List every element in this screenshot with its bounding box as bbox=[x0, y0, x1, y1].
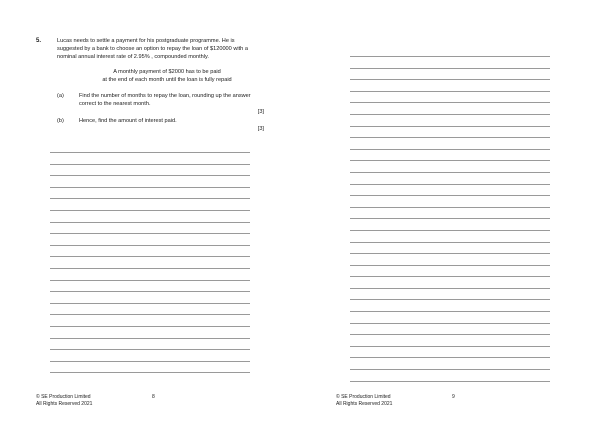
answer-line[interactable] bbox=[50, 188, 250, 200]
answer-line[interactable] bbox=[50, 223, 250, 235]
part-a-line: correct to the nearest month. bbox=[79, 101, 151, 107]
answer-line[interactable] bbox=[350, 347, 550, 359]
page-number: 9 bbox=[452, 394, 455, 400]
answer-line[interactable] bbox=[350, 358, 550, 370]
answer-line[interactable] bbox=[50, 199, 250, 211]
answer-line[interactable] bbox=[350, 254, 550, 266]
answer-line[interactable] bbox=[350, 266, 550, 278]
answer-line[interactable] bbox=[350, 150, 550, 162]
answer-line[interactable] bbox=[50, 165, 250, 177]
answer-line[interactable] bbox=[350, 115, 550, 127]
answer-line[interactable] bbox=[50, 339, 250, 351]
answer-line[interactable] bbox=[350, 208, 550, 220]
answer-line[interactable] bbox=[350, 92, 550, 104]
answer-line[interactable] bbox=[350, 69, 550, 81]
answer-line[interactable] bbox=[50, 292, 250, 304]
answer-line[interactable] bbox=[50, 315, 250, 327]
answer-line[interactable] bbox=[50, 281, 250, 293]
payment-condition bbox=[57, 68, 277, 84]
answer-line[interactable] bbox=[350, 231, 550, 243]
answer-line[interactable] bbox=[350, 173, 550, 185]
question-stem bbox=[57, 37, 277, 61]
answer-line[interactable] bbox=[50, 362, 250, 374]
part-a-label: (a) bbox=[57, 93, 64, 99]
part-a-line: Find the number of months to repay the loan, rounding up the answer bbox=[79, 93, 251, 99]
answer-line[interactable] bbox=[50, 246, 250, 258]
part-a-text bbox=[79, 92, 269, 108]
answer-line[interactable] bbox=[50, 269, 250, 281]
answer-line[interactable] bbox=[50, 257, 250, 269]
answer-lines-right[interactable] bbox=[350, 56, 550, 382]
answer-line[interactable] bbox=[50, 234, 250, 246]
answer-line[interactable] bbox=[350, 243, 550, 255]
footer-left bbox=[36, 394, 92, 408]
answer-lines-left[interactable] bbox=[50, 152, 250, 373]
answer-line[interactable] bbox=[350, 57, 550, 69]
question-number: 5. bbox=[36, 38, 42, 44]
part-b-text bbox=[79, 117, 269, 125]
part-b-label: (b) bbox=[57, 118, 64, 124]
answer-line[interactable] bbox=[350, 196, 550, 208]
answer-line[interactable] bbox=[350, 324, 550, 336]
answer-line[interactable] bbox=[350, 312, 550, 324]
footer-rights: All Rights Reserved 2021 bbox=[336, 401, 393, 407]
answer-line[interactable] bbox=[50, 211, 250, 223]
part-a-marks: [3] bbox=[257, 109, 264, 115]
answer-line[interactable] bbox=[350, 289, 550, 301]
answer-line[interactable] bbox=[350, 80, 550, 92]
answer-line[interactable] bbox=[350, 185, 550, 197]
stem-line: nominal annual interest rate of 2.95% , compounded monthly. bbox=[57, 54, 209, 60]
footer-rights: All Rights Reserved 2021 bbox=[36, 401, 93, 407]
answer-line[interactable] bbox=[50, 327, 250, 339]
answer-line[interactable] bbox=[350, 277, 550, 289]
condition-line: at the end of each month until the loan is fully repaid bbox=[102, 77, 232, 83]
part-b-line: Hence, find the amount of interest paid. bbox=[79, 118, 177, 124]
answer-line[interactable] bbox=[350, 161, 550, 173]
answer-line[interactable] bbox=[350, 219, 550, 231]
answer-line[interactable] bbox=[50, 153, 250, 165]
answer-line[interactable] bbox=[350, 370, 550, 382]
stem-line: suggested by a bank to choose an option to repay the loan of $120000 with a bbox=[57, 46, 248, 52]
answer-line[interactable] bbox=[350, 300, 550, 312]
answer-line[interactable] bbox=[350, 335, 550, 347]
answer-line[interactable] bbox=[50, 304, 250, 316]
condition-line: A monthly payment of $2000 has to be paid bbox=[113, 69, 221, 75]
answer-line[interactable] bbox=[50, 176, 250, 188]
stem-line: Lucas needs to settle a payment for his postgraduate programme. He is bbox=[57, 38, 235, 44]
answer-line[interactable] bbox=[50, 350, 250, 362]
answer-line[interactable] bbox=[350, 138, 550, 150]
footer-company: © SE Production Limited bbox=[336, 394, 391, 400]
answer-line[interactable] bbox=[350, 103, 550, 115]
page-number: 8 bbox=[152, 394, 155, 400]
part-b-marks: [3] bbox=[257, 126, 264, 132]
footer-company: © SE Production Limited bbox=[36, 394, 91, 400]
answer-line[interactable] bbox=[350, 127, 550, 139]
footer-right bbox=[336, 394, 392, 408]
